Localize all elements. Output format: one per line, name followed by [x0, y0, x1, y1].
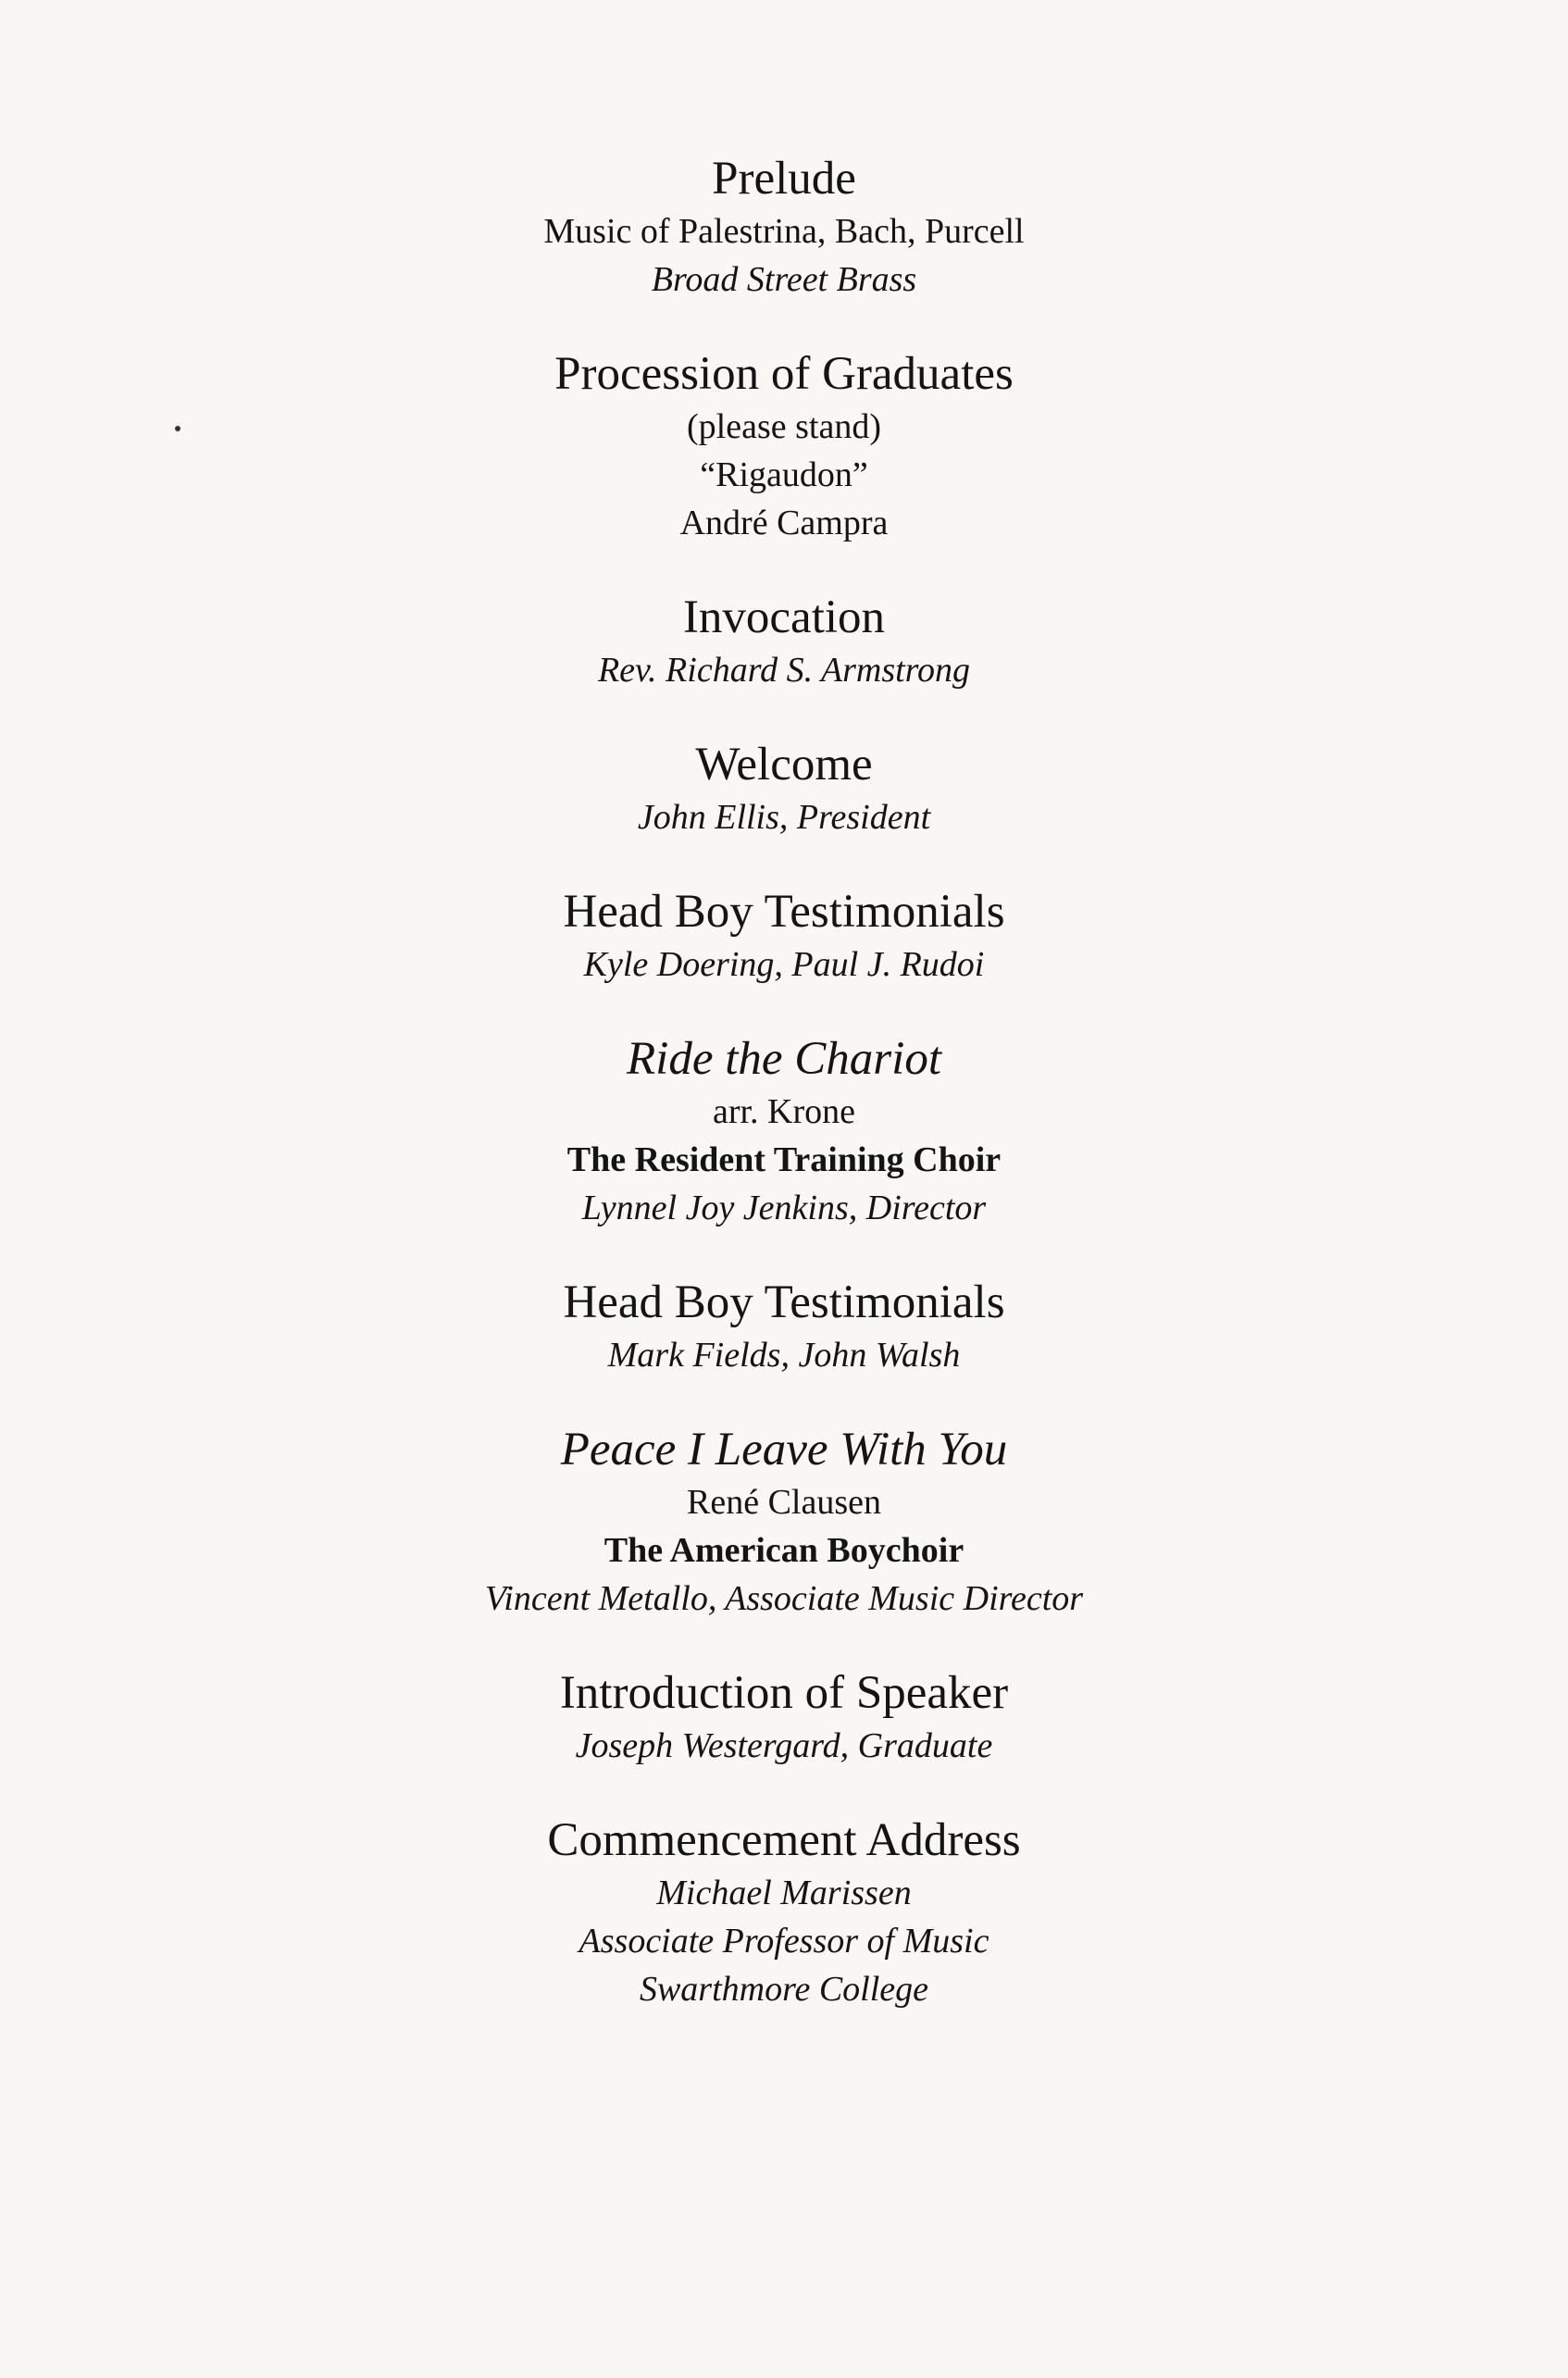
program-section-peace — [0, 1421, 1568, 1623]
section-title: Welcome — [695, 739, 873, 791]
section-speaker-institution: Swarthmore College — [639, 1970, 929, 2009]
section-piece: “Rigaudon” — [700, 455, 868, 494]
program-section-procession — [0, 345, 1568, 547]
program-section-introduction — [0, 1664, 1568, 1770]
section-title: Invocation — [682, 591, 886, 643]
program-section-testimonials-2 — [0, 1274, 1568, 1379]
section-title: Procession of Graduates — [554, 348, 1014, 400]
section-performer: Kyle Doering, Paul J. Rudoi — [583, 945, 985, 984]
section-composer: arr. Krone — [712, 1092, 856, 1131]
section-performer: John Ellis, President — [637, 798, 931, 837]
section-performer: Rev. Richard S. Armstrong — [597, 651, 971, 690]
section-ensemble: The American Boychoir — [604, 1531, 964, 1570]
program-section-ride-the-chariot — [0, 1030, 1568, 1232]
section-performer: Joseph Westergard, Graduate — [575, 1726, 993, 1765]
program-section-testimonials-1 — [0, 883, 1568, 989]
section-title: Peace I Leave With You — [560, 1424, 1008, 1475]
commencement-program — [0, 150, 1568, 2013]
section-composer: René Clausen — [686, 1483, 881, 1522]
section-detail: (please stand) — [687, 407, 881, 446]
program-section-prelude — [0, 150, 1568, 304]
section-speaker-name: Michael Marissen — [656, 1874, 912, 1912]
section-detail: Music of Palestrina, Bach, Purcell — [543, 212, 1025, 251]
program-section-invocation — [0, 589, 1568, 694]
section-title: Introduction of Speaker — [559, 1667, 1009, 1719]
program-section-address — [0, 1812, 1568, 2013]
section-title: Prelude — [712, 153, 856, 205]
section-performer: Mark Fields, John Walsh — [607, 1336, 961, 1375]
section-performer: Lynnel Joy Jenkins, Director — [581, 1189, 987, 1227]
program-section-welcome — [0, 736, 1568, 841]
section-ensemble: The Resident Training Choir — [566, 1140, 1002, 1179]
section-speaker-role: Associate Professor of Music — [579, 1922, 989, 1961]
section-composer: André Campra — [679, 504, 889, 542]
section-title: Head Boy Testimonials — [563, 1276, 1005, 1328]
section-title: Commencement Address — [547, 1814, 1021, 1866]
section-performer: Broad Street Brass — [651, 260, 917, 299]
section-title: Ride the Chariot — [627, 1033, 941, 1085]
section-title: Head Boy Testimonials — [563, 886, 1005, 938]
section-performer: Vincent Metallo, Associate Music Director — [484, 1579, 1084, 1618]
